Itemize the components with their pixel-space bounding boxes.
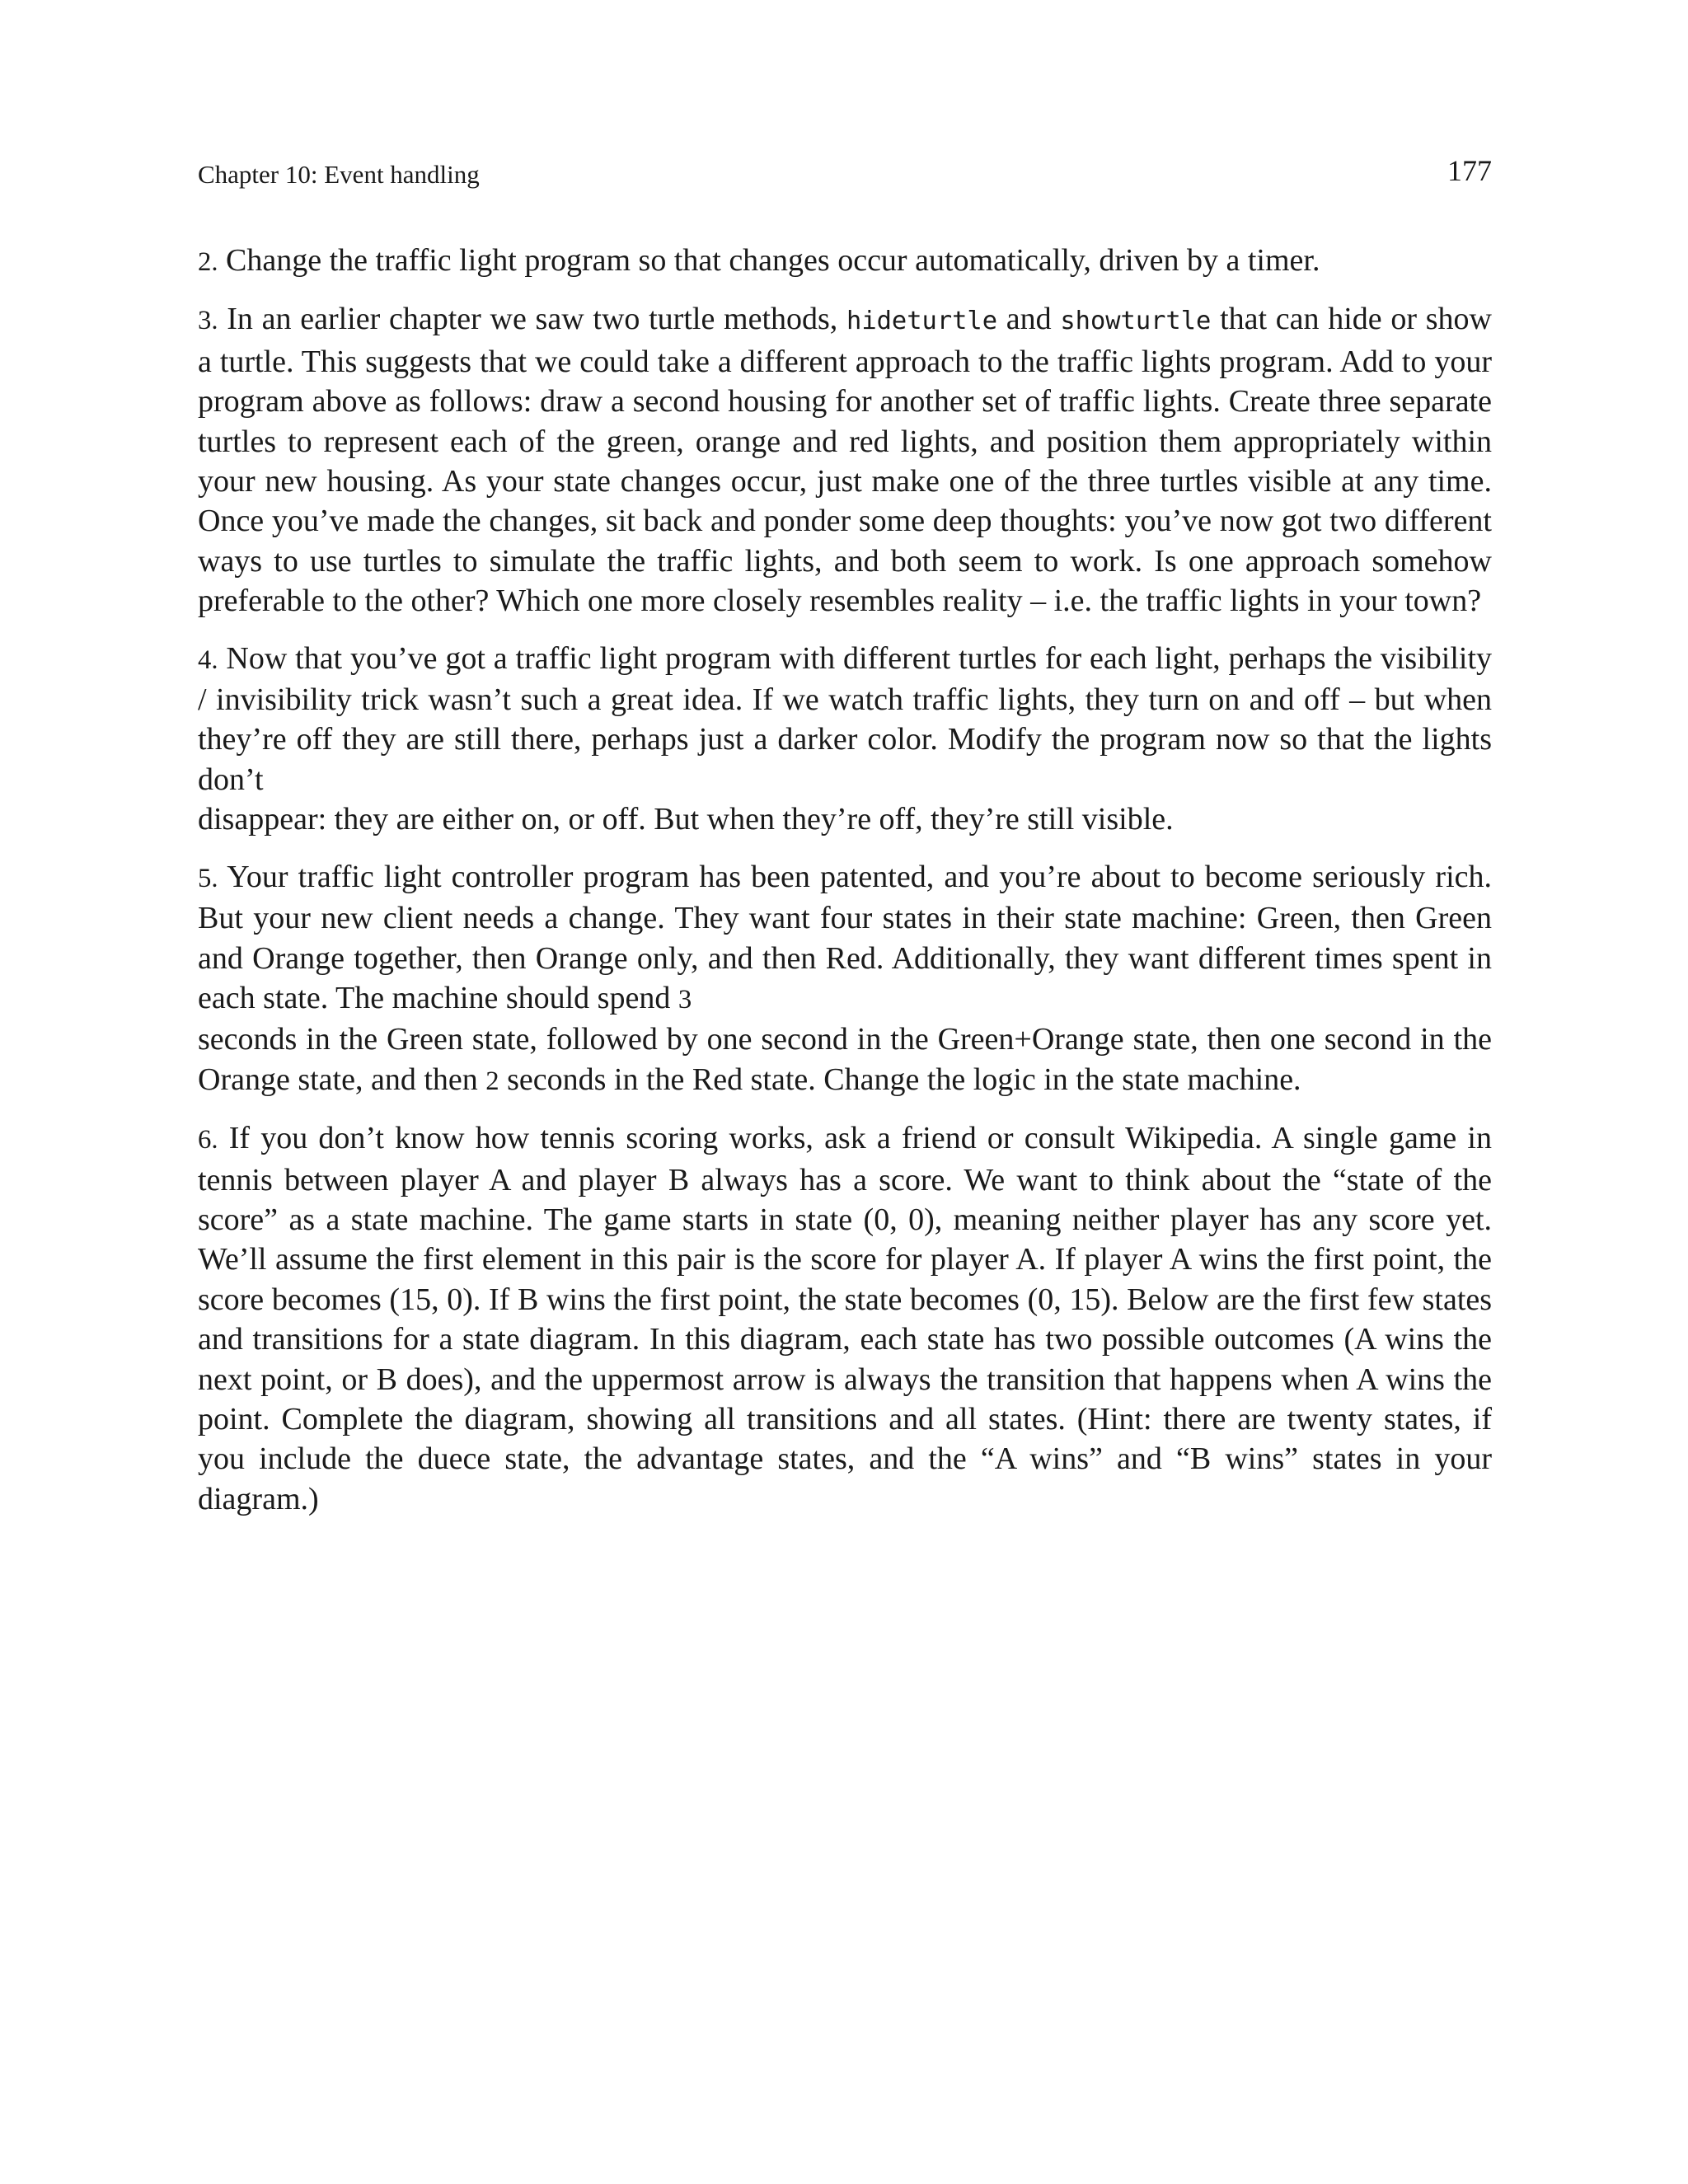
exercise-5 [198,857,1492,1101]
exercise-number: 2. [198,247,218,277]
state-a-wins: (15, 0) [389,1282,473,1317]
page-header [198,153,1492,194]
exercise-text: seconds in the Red state. Change the logic in the state machine. [507,1062,1301,1097]
exercise-text: If you don’t know how tennis scoring works, ask a friend or consult Wikipedia. A single game in tennis between player A and player B always has a score. We want to think about the “state of the score” as a state machine. The game starts in state [198,1121,1492,1237]
exercise-text: . Below are the first few states and transitions for a state diagram. In this diagram, each state has two possible outcomes (A wins the next point, or B does), and the uppermost arrow is always the transition that happens when A wins the point. Complete the diagram, showing all transitions and all states. (Hint: there are twenty states, if you include the duece state, the advantage states, and the “A wins” and “B wins” states in your diagram.) [198,1282,1493,1516]
exercise-6 [198,1118,1492,1519]
exercise-list [198,241,1492,1536]
exercise-text-continued: disappear: they are either on, or off. But when they’re off, they’re still visible. [198,802,1174,837]
state-b-wins: (0, 15) [1027,1282,1112,1317]
exercise-number: 3. [198,306,218,336]
red-seconds-value: 2 [485,1066,499,1096]
exercise-4 [198,639,1492,840]
exercise-text: that can hide or show a turtle. This suggests that we could take a different approach to the traffic lights program. Add to your program above as follows: draw a second housing for another set of traffic lights. Create three separate turtles to represent each of the green, orange and red lights, and position them appropriately within your new housing. As your state changes occur, just make one of the three turtles visible at any time. Once you’ve made the changes, sit back and ponder some deep thoughts: you’ve now got two different ways to use turtles to simulate the traffic lights, and both seem to work. Is one approach somehow preferable to the other? Which one more closely resembles reality – i.e. the traffic lights in your town? [198,302,1493,619]
exercise-text: Your traffic light controller program has been patented, and you’re about to become seriously rich. But your new client needs a change. They want four states in their state machine: Green, then Green and Orange together, then Orange only, and then Red. Additionally, they want different times spent in each state. The machine should spend [198,859,1493,1015]
exercise-3 [198,299,1492,621]
state-start: (0, 0) [863,1202,935,1237]
green-seconds-value: 3 [678,984,692,1015]
exercise-text: and [1006,302,1052,337]
exercise-text: . If B wins the first point, the state becomes [472,1282,1020,1317]
exercise-text-continued [198,1019,1492,1101]
exercise-text: Change the traffic light program so that changes occur automatically, driven by a timer. [226,243,1320,278]
page-number: 177 [1447,154,1492,187]
exercise-number: 5. [198,863,218,893]
exercise-2 [198,241,1492,282]
exercise-text: , meaning neither player has any score yet. We’ll assume the first element in this pair is the score for player A. If player A wins the first point, the score becomes [198,1202,1493,1317]
exercise-number: 6. [198,1125,218,1155]
exercise-text: Now that you’ve got a traffic light program with different turtles for each light, perhaps the visibility / invisibility trick wasn’t such a great idea. If we watch traffic lights, they turn on and off – but when they’re off they are still there, perhaps just a darker color. Modify the program now so that the lights don’t [198,640,1493,797]
code-hideturtle: hideturtle [846,307,998,336]
chapter-title: Chapter 10: Event handling [198,160,480,189]
exercise-number: 4. [198,644,218,675]
code-showturtle: showturtle [1060,307,1212,336]
exercise-text: seconds in the Green state, followed by one second in the Green+Orange state, then one second in the Orange state, and then [198,1022,1492,1097]
exercise-text: In an earlier chapter we saw two turtle methods, [227,302,838,337]
